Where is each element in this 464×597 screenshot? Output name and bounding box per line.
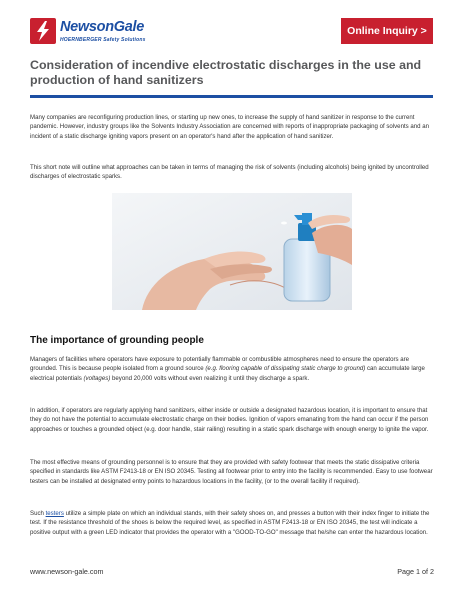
p1-text-a: Managers of facilities where operators have exposure to potentially flammable or combustible atmospheres need to ensure the operators are grounded. This is because people isolated from a ground source — [30, 356, 410, 373]
logo-name: NewsonGale — [60, 19, 145, 35]
grounding-paragraph-4 — [30, 509, 435, 537]
p4-text-b: utilize a simple plate on which an individual stands, with their safety shoes on, and presses a button with their index finger to initiate the test. If the resistance threshold of the shoes is below the required level, as specified in ASTM F2413-18 or EN ISO 20345, the test will indicate a positive output with a green LED indicator that provides the operator with a "GOOD-TO-GO" message that he/she can enter the hazardous location. — [30, 510, 430, 536]
section-heading: The importance of grounding people — [30, 335, 204, 346]
p4-text-a: Such — [30, 510, 46, 517]
grounding-paragraph-1 — [30, 355, 435, 383]
footer-url[interactable]: www.newson-gale.com — [30, 567, 104, 576]
intro-paragraph-2: This short note will outline what approaches can be taken in terms of managing the risk of solvents (including alcohols) being ignited by uncontrolled discharges of electrostatic sparks. — [30, 164, 429, 181]
title-divider — [30, 95, 433, 98]
testers-link[interactable]: testers — [45, 510, 64, 517]
company-logo[interactable] — [30, 18, 146, 48]
intro-paragraph-1: Many companies are reconfiguring production lines, or starting up new ones, to increase the supply of hand sanitizer in response to the current pandemic. However, industry groups like the Solvents Industry Association are concerned with reports of inappropriate packaging of solvents and an incident of a static discharge igniting vapors present on an operator's hand after the application of hand sanitizer. — [30, 114, 430, 140]
hand-sanitizer-photo — [112, 193, 352, 310]
p1-text-d: (voltages) — [83, 374, 111, 382]
page-title: Consideration of incendive electrostatic discharges in the use and production of hand sanitizers — [30, 58, 422, 87]
online-inquiry-label: Online Inquiry > — [347, 25, 427, 37]
grounding-paragraph-2: In addition, if operators are regularly applying hand sanitizers, either inside or outside a designated hazardous location, it is important to ensure that they do not have the potential to accumulate electrostatic charge on their bodies. Ignition of vapors emanating from the hand can occur if the person approaches or touches a grounded object (e.g. door handle, stair railing) resulting in a static spark discharge with enough energy to ignite the vapor. — [30, 407, 429, 433]
page-number: Page 1 of 2 — [397, 567, 434, 576]
logo-tagline: HOERNBERGER Safety Solutions — [60, 37, 146, 43]
lightning-bolt-icon — [30, 18, 56, 44]
online-inquiry-button[interactable] — [341, 18, 433, 44]
p1-text-b: (e.g. flooring capable of dissipating static charge to ground) — [205, 365, 366, 373]
p1-text-e: beyond 20,000 volts without even realizing it until they discharge a spark. — [110, 374, 310, 382]
p1-text-c: can accumulate large electrical potentials — [30, 365, 425, 382]
grounding-paragraph-3: The most effective means of grounding personnel is to ensure that they are provided with safety footwear that meets the static dissipative criteria specified in standards like ASTM F2413-18 or EN ISO 20345. Testing all footwear prior to entry into the facility is recommended. Easy to use footwear testers can be installed at designated entry points to hazardous locations in the facility, (or to the overall facility if required). — [30, 459, 433, 485]
